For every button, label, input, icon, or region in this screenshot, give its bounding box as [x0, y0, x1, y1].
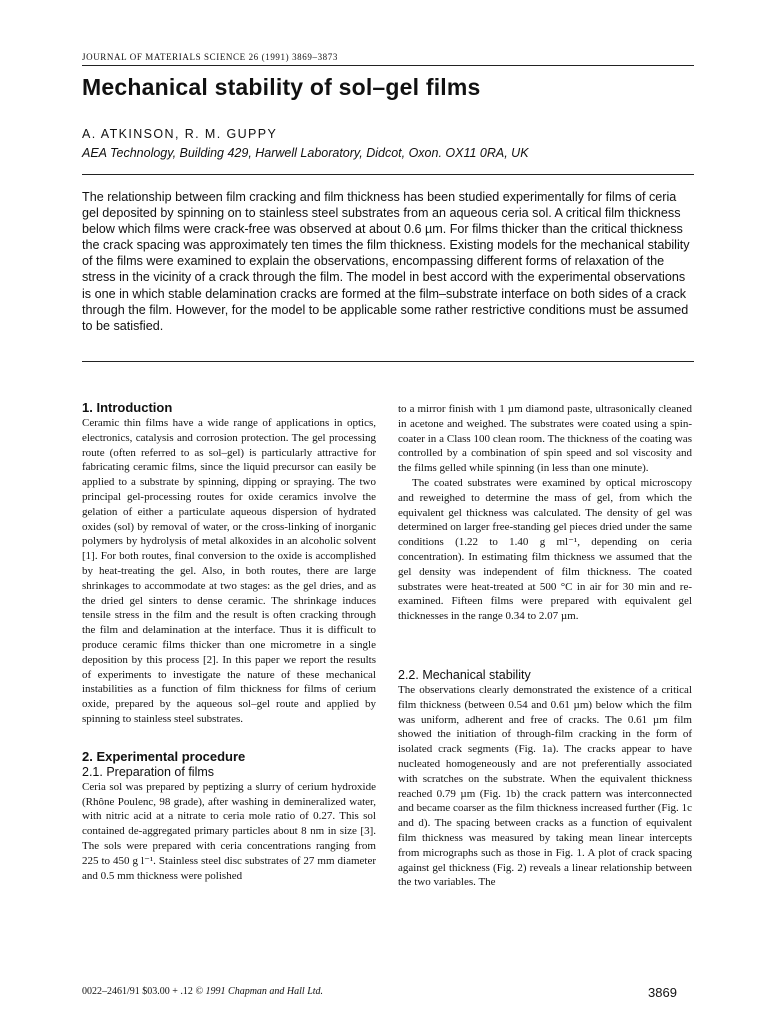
- paper-title: Mechanical stability of sol–gel films: [82, 74, 481, 100]
- mechanical-stability-text: The observations clearly demonstrated the existence of a critical film thickness (between 0.54 and 0.61 µm) below which the film was uniform, adherent and free of cracks. The 0.61 µm film showed the initiation of through-film cracking in the form of isolated crack segments (Fig. 1a). The cracks appear to have nucleated homogeneously and are not preferentially associated with scratches on the substrate. When the equivalent thickness reached 0.79 µm (Fig. 1b) the crack pattern was interconnected and became coarser as the film thickness increased further (Fig. 1c and d). The spacing between cracks as a function of equivalent film thickness was measured by taking mean linear intercepts from micrographs such as those in Fig. 1. A plot of crack spacing against gel thickness (Fig. 2) reveals a linear relationship between the two variables. The: [398, 683, 692, 889]
- abstract-text: The relationship between film cracking and film thickness has been studied experimentally for films of ceria gel deposited by spinning on to stainless steel substrates from an aqueous ceria sol. A critical film thickness below which films were crack-free was observed at about 0.6 µm. For films thicker than the critical thickness the crack spacing was approximately ten times the film thickness. Existing models for the mechanical stability of the films were examined to explain the observations, encompassing different forms of relaxation of the stress in the vicinity of a crack through the film. The model in best accord with the experimental observations is one in which stable delamination cracks are formed at the film–substrate interface on both sides of a crack through the film. However, for the model to be applicable some rather restrictive conditions must be assumed to be satisfied.: [82, 190, 690, 333]
- abstract: [82, 189, 694, 334]
- subsection-heading-mechanical: 2.2. Mechanical stability: [398, 667, 531, 682]
- left-column: [82, 400, 376, 883]
- footer-copyright: © 1991 Chapman and Hall Ltd.: [195, 986, 324, 997]
- journal-header: JOURNAL OF MATERIALS SCIENCE 26 (1991) 3869–3873: [82, 52, 338, 62]
- footer-price-code: 0022–2461/91 $03.00 + .12: [82, 986, 196, 997]
- section-heading-experimental: 2. Experimental procedure: [82, 748, 246, 764]
- preparation-text: Ceria sol was prepared by peptizing a slurry of cerium hydroxide (Rhône Poulenc, 98 grade), after washing in demineralized water, with nitric acid at a nitrate to ceria mole ratio of 0.27. This sol contained de-aggregated primary particles about 8 nm in size [3]. The sols were prepared with ceria concentrations ranging from 225 to 450 g l⁻¹. Stainless steel disc substrates of 27 mm diameter and 0.5 mm thickness were polished: [82, 780, 376, 882]
- abstract-top-rule: [82, 174, 694, 175]
- page-number: 3869: [648, 985, 677, 1000]
- preparation-continued-text: to a mirror finish with 1 µm diamond paste, ultrasonically cleaned in acetone and weighed. The substrates were coated using a spin-coater in a Class 100 clean room. The thickness of the coating was controlled by a combination of spin speed and sol viscosity and the films gelled while spinning (in less than one minute).: [398, 403, 692, 475]
- examination-text: The coated substrates were examined by optical microscopy and reweighed to determine the mass of gel, from which the equivalent gel thickness was calculated. The density of gel was determined on larger free-standing gel pieces dried under the same conditions (1.22 to 1.40 g ml⁻¹, depending on ceria concentration). In estimating film thickness we assumed that the gel density was independent of film thickness. The coated substrates were heat-treated at 500 °C in air for 30 min and re-examined. Fifteen films were prepared with equivalent gel thicknesses in the range 0.34 to 2.07 µm.: [398, 476, 692, 623]
- section-heading-introduction: 1. Introduction: [82, 400, 173, 415]
- affiliation: AEA Technology, Building 429, Harwell Laboratory, Didcot, Oxon. OX11 0RA, UK: [82, 146, 529, 160]
- abstract-bottom-rule: [82, 361, 694, 362]
- header-rule: [82, 65, 694, 66]
- authors: A. ATKINSON, R. M. GUPPY: [82, 127, 278, 141]
- introduction-text: Ceramic thin films have a wide range of applications in optics, electronics, catalysis and corrosion protection. The gel processing route (often referred to as sol–gel) is particularly attractive for fabricating ceramic films, since the liquid precursor can easily be applied to a substrate by spinning, dipping or spraying. The two principal gel-processing routes for oxide ceramics involve the gelation of either a particulate aqueous dispersion of hydrated oxides (sol) by removal of water, or the cross-linking of inorganic polymers by hydrolysis of metal alkoxides in an alcoholic solvent [1]. For both routes, final conversion to the oxide is accomplished by heat-treating the gel. Also, in both routes, there are large shrinkages to accommodate at two stages: as the gel dries, and as the dried gel sinters to dense ceramic. The shrinkage induces tensile stress in the film and the result is often cracking through the film and delamination at the interface. Thus it is difficult to produce ceramic films thicker than one micrometre in a single deposition by this process [2]. In this paper we report the results of experiments to investigate the nature of these mechanical instabilities as a function of film thickness for films of cerium oxide, prepared by the aqueous sol–gel route and applied by spinning to stainless steel substrates.: [82, 417, 376, 725]
- right-column: [398, 402, 692, 890]
- subsection-heading-preparation: 2.1. Preparation of films: [82, 764, 215, 779]
- footer-code: [82, 986, 323, 997]
